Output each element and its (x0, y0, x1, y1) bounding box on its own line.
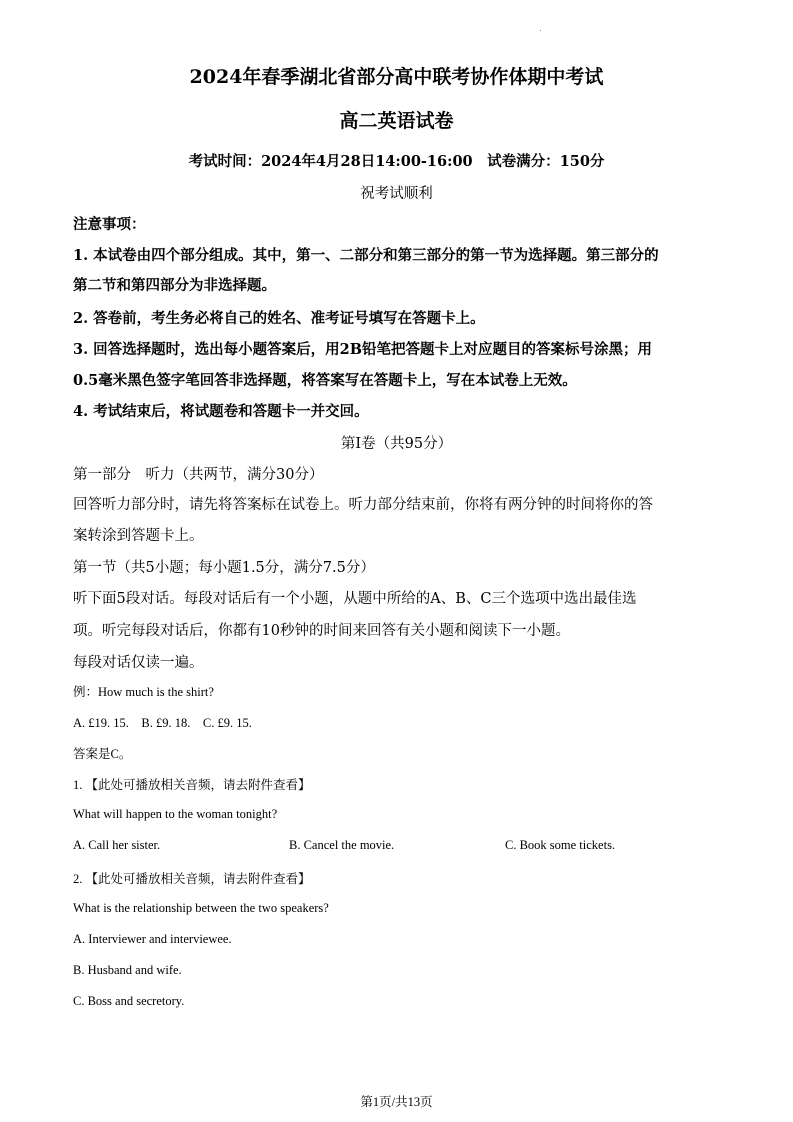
question-2-text: What is the relationship between the two speakers? (73, 901, 329, 915)
exam-title: 2024年春季湖北省部分高中联考协作体期中考试 (189, 66, 604, 88)
part-1-heading: 第一部分 听力（共两节，满分30分） (73, 467, 324, 483)
question-2-option-b: B. Husband and wife. (73, 963, 182, 977)
example-question: 例：How much is the shirt? (73, 685, 214, 699)
example-options: A. £19. 15. B. £9. 18. C. £9. 15. (73, 716, 252, 730)
question-1-text: What will happen to the woman tonight? (73, 807, 278, 821)
notice-heading: 注意事项： (73, 216, 146, 233)
exam-info: 考试时间：2024年4月28日14:00-16:00 试卷满分：150分 (188, 153, 605, 170)
notice-item-4: 4. 考试结束后，将试题卷和答题卡一并交回。 (73, 403, 369, 420)
question-1-option-c: C. Book some tickets. (505, 838, 616, 852)
question-2-audio-note[interactable]: 2. 【此处可播放相关音频，请去附件查看】 (73, 872, 311, 886)
question-1-audio-note[interactable]: 1. 【此处可播放相关音频，请去附件查看】 (73, 778, 311, 792)
scan-dot (540, 30, 541, 31)
instructions-line-1: 听下面5段对话。每段对话后有一个小题，从题中所给的A、B、C三个选项中选出最佳选 (73, 591, 637, 607)
notice-item-2: 2. 答卷前，考生务必将自己的姓名、准考证号填写在答题卡上。 (73, 310, 485, 327)
listening-intro-line-2: 案转涂到答题卡上。 (73, 528, 204, 544)
instructions-line-3: 每段对话仅读一遍。 (73, 655, 204, 671)
page-footer: 第1页/共13页 (360, 1095, 433, 1109)
subsection-1-heading: 第一节（共5小题；每小题1.5分，满分7.5分） (73, 560, 375, 576)
notice-item-1-line-1: 1. 本试卷由四个部分组成。其中，第一、二部分和第三部分的第一节为选择题。第三部分的 (73, 247, 659, 264)
question-2-option-a: A. Interviewer and interviewee. (73, 932, 232, 946)
question-2-option-c: C. Boss and secretory. (73, 994, 185, 1008)
notice-item-3-line-2: 0.5毫米黑色签字笔回答非选择题，将答案写在答题卡上，写在本试卷上无效。 (73, 372, 577, 389)
example-answer: 答案是C。 (73, 747, 132, 761)
notice-item-1-line-2: 第二节和第四部分为非选择题。 (73, 277, 276, 294)
question-1-option-a: A. Call her sister. (73, 838, 161, 852)
exam-wish: 祝考试顺利 (360, 186, 433, 202)
volume-heading: 第Ⅰ卷（共95分） (340, 436, 453, 452)
notice-item-3-line-1: 3. 回答选择题时，选出每小题答案后，用2B铅笔把答题卡上对应题目的答案标号涂黑；用 (73, 341, 653, 358)
instructions-line-2: 项。听完每段对话后，你都有10秒钟的时间来回答有关小题和阅读下一小题。 (73, 623, 570, 639)
exam-subtitle: 高二英语试卷 (339, 110, 454, 132)
question-1-option-b: B. Cancel the movie. (289, 838, 395, 852)
listening-intro-line-1: 回答听力部分时，请先将答案标在试卷上。听力部分结束前，你将有两分钟的时间将你的答 (73, 497, 653, 513)
